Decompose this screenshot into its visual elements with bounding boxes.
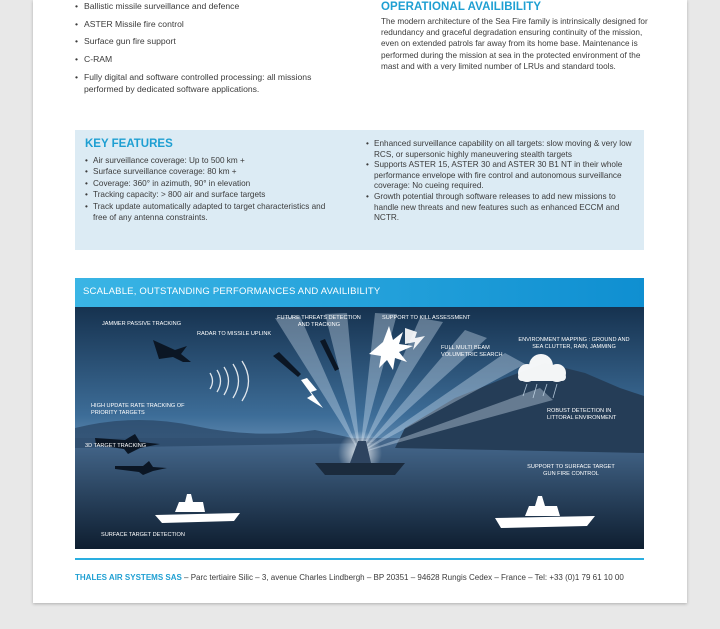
key-features-title: KEY FEATURES <box>85 138 173 150</box>
label-future-threats: FUTURE THREATS DETECTION AND TRACKING <box>277 315 361 328</box>
label-3d-tracking: 3D TARGET TRACKING <box>85 443 147 449</box>
label-surface-support: SUPPORT TO SURFACE TARGET GUN FIRE CONTROL <box>527 464 615 477</box>
label-multibeam: FULL MULTI BEAM VOLUMETRIC SEARCH <box>441 345 503 358</box>
label-environment: ENVIRONMENT MAPPING : GROUND AND SEA CLUTTER, RAIN, JAMMING <box>518 337 630 350</box>
performance-illustration-panel <box>75 278 644 549</box>
list-item: • Surface surveillance coverage: 80 km + <box>85 166 335 177</box>
section-text: The modern architecture of the Sea Fire family is intrinsically designed for redundancy and graceful degradation ensuring continuity of the mission, even on extended patrols far away from its home base. Maintenance is performed during the mission at sea in the protected environment of the mast and with a very limited number of LRUs and standard tools. <box>381 17 648 71</box>
list-item: • Fully digital and software controlled processing: all missions performed by dedicated software applications. <box>75 71 335 95</box>
footer-address: – Parc tertiaire Silic – 3, avenue Charles Lindbergh – BP 20351 – 94628 Rungis Cedex – France – Tel: +33 (0)1 79 61 10 00 <box>181 573 624 582</box>
list-item: • Supports ASTER 15, ASTER 30 and ASTER 30 B1 NT in their whole performance envelope with fire control and autonomous surveillance coverage: No cueing required. <box>366 160 636 192</box>
list-item: • Track update automatically adapted to target characteristics and free of any antenna constraints. <box>85 201 335 224</box>
list-item: • Growth potential through software releases to add new missions to handle new threats and new features such as enhanced ECCM and NCTR. <box>366 192 636 224</box>
key-features-left-list <box>85 155 335 223</box>
label-surface-detection: SURFACE TARGET DETECTION <box>101 532 185 538</box>
label-robust: ROBUST DETECTION IN LITTORAL ENVIRONMENT <box>547 408 617 421</box>
label-radar-uplink: RADAR TO MISSILE UPLINK <box>197 331 272 337</box>
panel-header <box>75 278 644 307</box>
list-item: • ASTER Missile fire control <box>75 16 335 34</box>
list-item: • Ballistic missile surveillance and defence <box>75 0 335 16</box>
key-features-right-list <box>366 139 636 224</box>
section-title: OPERATIONAL AVAILIBILITY <box>381 1 542 13</box>
label-jammer: JAMMER PASSIVE TRACKING <box>102 321 182 327</box>
footer-divider <box>75 558 644 560</box>
list-item: • Coverage: 360° in azimuth, 90° in elevation <box>85 178 335 189</box>
key-features-box <box>75 130 644 250</box>
operational-availability-section <box>381 1 651 72</box>
list-item: • Tracking capacity: > 800 air and surface targets <box>85 189 335 200</box>
panel-title: SCALABLE, OUTSTANDING PERFORMANCES AND AVAILIBILITY <box>83 286 381 297</box>
list-item: • Surface gun fire support <box>75 33 335 51</box>
list-item: • Air surveillance coverage: Up to 500 km + <box>85 155 335 166</box>
list-item: • C-RAM <box>75 51 335 69</box>
capabilities-list <box>75 0 335 95</box>
label-kill-assessment: SUPPORT TO KILL ASSESSMENT <box>382 315 471 321</box>
footer-company: THALES AIR SYSTEMS SAS <box>75 573 182 582</box>
footer <box>75 573 624 582</box>
list-item: • Enhanced surveillance capability on all targets: slow moving & very low RCS, or supersonic highly maneuvering stealth targets <box>366 139 636 160</box>
label-high-update: HIGH UPDATE RATE TRACKING OF PRIORITY TARGETS <box>91 403 185 416</box>
